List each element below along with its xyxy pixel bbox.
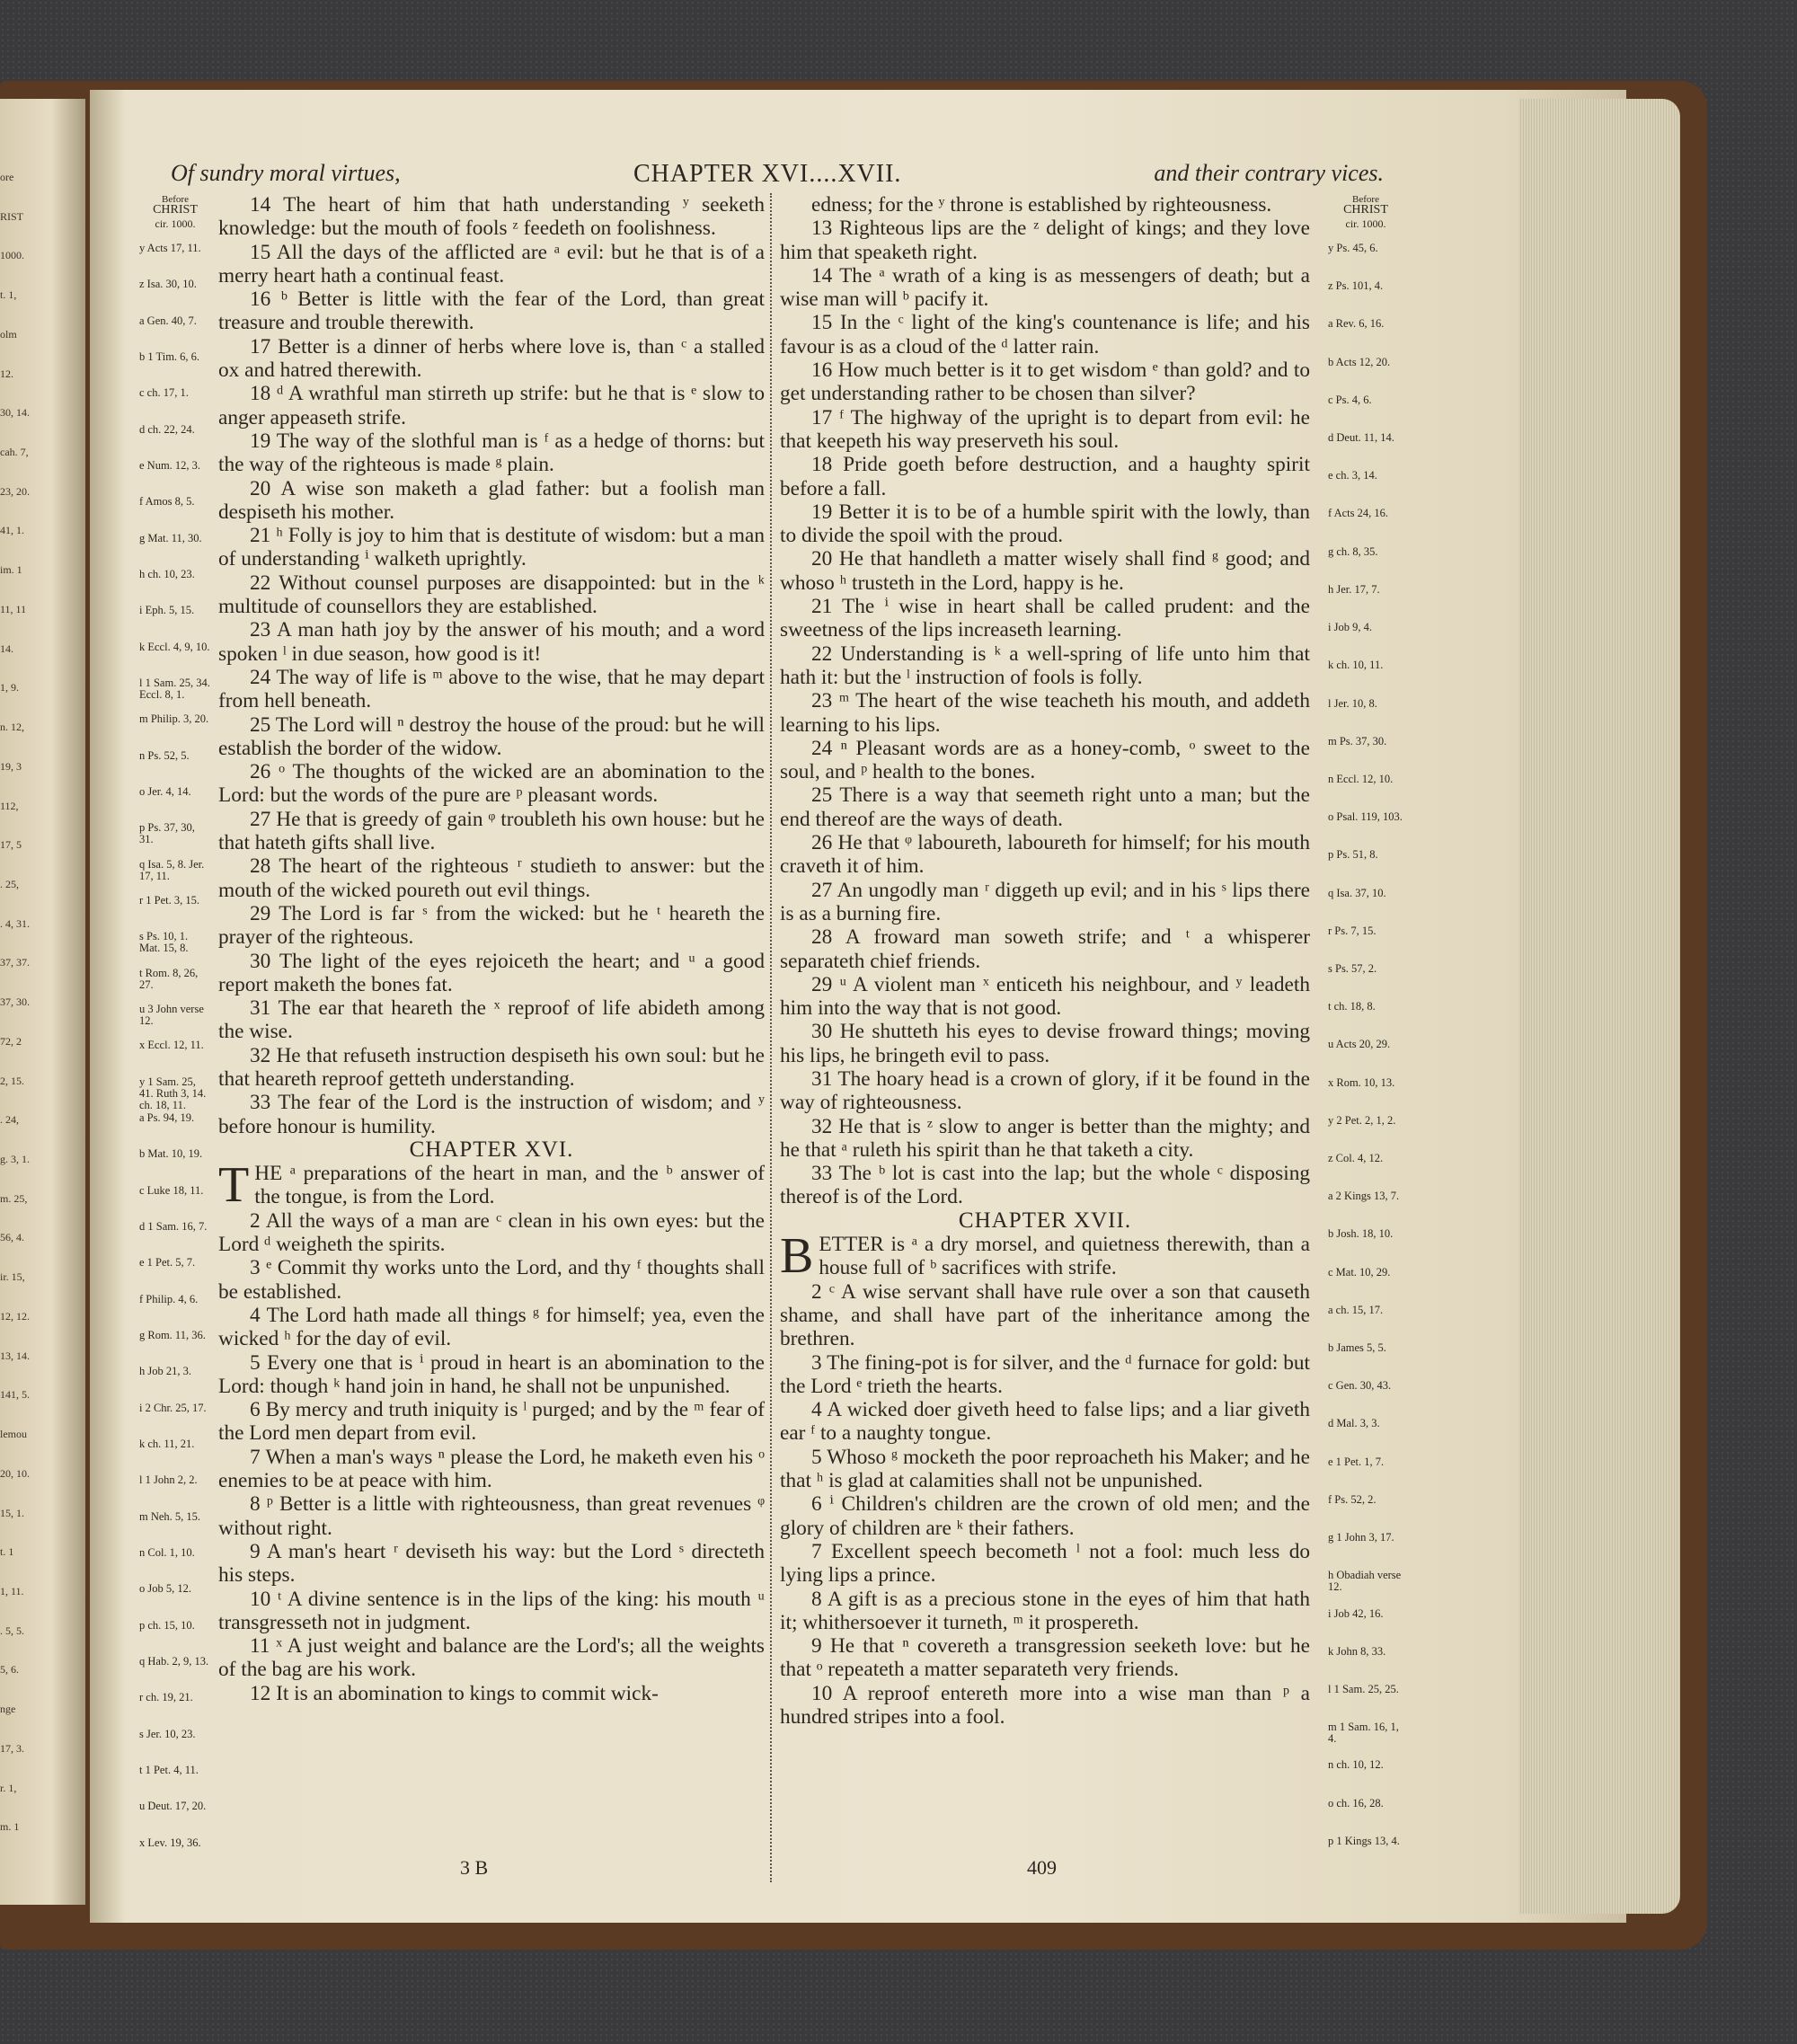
verse: 20 He that handleth a matter wisely shall find ᵍ good; and whoso ʰ trusteth in the Lord, happy is he. [780, 547, 1310, 595]
left-page-fragment: 17, 3. [0, 1742, 24, 1755]
margin-reference: a Rev. 6, 16. [1328, 317, 1385, 330]
margin-reference: t 1 Pet. 4, 11. [139, 1764, 199, 1776]
left-page-edge [0, 99, 85, 1905]
margin-reference: l 1 Sam. 25, 34. Eccl. 8, 1. [139, 677, 210, 701]
verse: 5 Every one that is ⁱ proud in heart is an abomination to the Lord: though ᵏ hand join in hand, he shall not be unpunished. [218, 1350, 765, 1398]
verse: 19 Better it is to be of a humble spirit with the lowly, than to divide the spoil with the proud. [780, 500, 1310, 548]
margin-reference: c Ps. 4, 6. [1328, 394, 1372, 406]
left-page-fragment: 17, 5 [0, 838, 22, 851]
left-page-fragment: 37, 37. [0, 956, 30, 969]
margin-date: cir. 1000. [1345, 217, 1386, 230]
left-page-fragment: 30, 14. [0, 406, 30, 419]
margin-reference: x Rom. 10, 13. [1328, 1076, 1395, 1089]
left-page-fragment: 5, 6. [0, 1663, 19, 1676]
left-page-fragment: 11, 11 [0, 603, 27, 615]
column-divider [770, 193, 772, 1882]
left-page-fragment: 12, 12. [0, 1310, 30, 1323]
verse: 30 The light of the eyes rejoiceth the heart; and ᵘ a good report maketh the bones fat. [218, 949, 765, 996]
margin-reference: k ch. 10, 11. [1328, 659, 1384, 671]
chapter-heading: CHAPTER XVI. [409, 1137, 574, 1162]
margin-reference: l 1 Sam. 25, 25. [1328, 1683, 1399, 1695]
margin-reference: e 1 Pet. 5, 7. [139, 1256, 196, 1269]
margin-reference: z Col. 4, 12. [1328, 1152, 1384, 1164]
left-page-fragment: 56, 4. [0, 1231, 24, 1243]
margin-reference: o Psal. 119, 103. [1328, 810, 1403, 823]
left-page-fragment: 37, 30. [0, 995, 30, 1008]
margin-reference: a ch. 15, 17. [1328, 1304, 1384, 1316]
left-page-fragment: 112, [0, 800, 19, 812]
verse: 28 The heart of the righteous ʳ studieth to answer: but the mouth of the wicked poureth out evil things. [218, 854, 765, 902]
margin-reference: o Job 5, 12. [139, 1582, 191, 1595]
left-page-fragment: . 4, 31. [0, 917, 30, 930]
margin-reference: d Deut. 11, 14. [1328, 431, 1394, 444]
left-page-fragment: 13, 14. [0, 1349, 30, 1362]
margin-reference: y 2 Pet. 2, 1, 2. [1328, 1114, 1396, 1127]
verse: 3 The fining-pot is for silver, and the ᵈ furnace for gold: but the Lord ᵉ trieth the hearts. [780, 1350, 1310, 1398]
left-page-fragment: t. 1 [0, 1545, 14, 1558]
margin-reference: m Philip. 3, 20. [139, 712, 209, 725]
margin-reference: p Ps. 51, 8. [1328, 848, 1378, 861]
margin-reference: b 1 Tim. 6, 6. [139, 350, 200, 363]
left-margin-notes [139, 193, 211, 1891]
page-number: 409 [1027, 1856, 1057, 1879]
verse: 23 A man hath joy by the answer of his mouth; and a word spoken ˡ in due season, how good is it! [218, 618, 765, 666]
verse: 30 He shutteth his eyes to devise froward things; moving his lips, he bringeth evil to pass. [780, 1020, 1310, 1067]
margin-reference: i 2 Chr. 25, 17. [139, 1402, 207, 1414]
verse: 27 An ungodly man ʳ diggeth up evil; and in his ˢ lips there is as a burning fire. [780, 878, 1310, 925]
margin-reference: r ch. 19, 21. [139, 1691, 193, 1703]
margin-reference: r Ps. 7, 15. [1328, 925, 1377, 937]
left-page-fragment: cah. 7, [0, 446, 29, 458]
left-page-fragment: 1, 9. [0, 681, 19, 694]
margin-reference: f Ps. 52, 2. [1328, 1493, 1377, 1506]
left-page-fragment: 14. [0, 642, 13, 655]
margin-reference: i Job 9, 4. [1328, 621, 1372, 633]
margin-reference: k ch. 11, 21. [139, 1438, 195, 1450]
verse: 3 ᵉ Commit thy works unto the Lord, and thy ᶠ thoughts shall be established. [218, 1256, 765, 1304]
margin-reference: d ch. 22, 24. [139, 423, 195, 436]
verse: 29 ᵘ A violent man ˣ enticeth his neighbour, and ʸ leadeth him into the way that is not good. [780, 972, 1310, 1021]
verse: 15 In the ᶜ light of the king's countenance is life; and his favour is as a cloud of the ᵈ latter rain. [780, 311, 1310, 358]
verse: 10 ᵗ A divine sentence is in the lips of the king: his mouth ᵘ transgresseth not in judgment. [218, 1587, 765, 1634]
margin-reference: u 3 John verse 12. [139, 1003, 204, 1027]
verse: 16 How much better is it to get wisdom ᵉ than gold? and to get understanding rather to be chosen than silver? [780, 358, 1310, 406]
margin-reference: b Mat. 10, 19. [139, 1147, 203, 1160]
left-page-fragment: 20, 10. [0, 1467, 30, 1480]
margin-reference: o ch. 16, 28. [1328, 1797, 1384, 1810]
right-margin-notes [1328, 193, 1403, 1891]
margin-reference: n Ps. 52, 5. [139, 749, 190, 762]
verse: 15 All the days of the afflicted are ᵃ evil: but he that is of a merry heart hath a continual feast. [218, 240, 765, 288]
verse: 31 The hoary head is a crown of glory, if it be found in the way of righteousness. [780, 1066, 1310, 1115]
verse: 29 The Lord is far ˢ from the wicked: but he ᵗ heareth the prayer of the righteous. [218, 901, 765, 950]
left-page-fragment: lemou [0, 1428, 27, 1440]
margin-reference: l Jer. 10, 8. [1328, 697, 1377, 710]
margin-christ: CHRIST [153, 203, 198, 217]
right-text-column [780, 193, 1310, 1891]
margin-date: cir. 1000. [155, 217, 196, 230]
margin-reference: y 1 Sam. 25, 41. Ruth 3, 14. ch. 18, 11. [139, 1075, 207, 1111]
verse: 32 He that refuseth instruction despiseth his own soul: but he that heareth reproof getteth understanding. [218, 1043, 765, 1091]
margin-reference: f Acts 24, 16. [1328, 507, 1389, 519]
verse: 6 ⁱ Children's children are the crown of old men; and the glory of children are ᵏ their fathers. [780, 1492, 1310, 1540]
margin-reference: f Philip. 4, 6. [139, 1293, 199, 1305]
margin-reference: d Mal. 3, 3. [1328, 1417, 1380, 1429]
margin-reference: x Lev. 19, 36. [139, 1836, 201, 1849]
header-right: and their contrary vices. [1154, 160, 1384, 186]
margin-reference: o Jer. 4, 14. [139, 785, 191, 798]
verse: 14 The ᵃ wrath of a king is as messengers of death; but a wise man will ᵇ pacify it. [780, 263, 1310, 312]
margin-reference: c ch. 17, 1. [139, 386, 189, 399]
margin-reference: k Eccl. 4, 9, 10. [139, 641, 210, 653]
margin-reference: q Hab. 2, 9, 13. [139, 1655, 209, 1668]
verse: 27 He that is greedy of gain ᵠ troubleth his own house: but he that hateth gifts shall live. [218, 807, 765, 855]
margin-reference: x Eccl. 12, 11. [139, 1039, 204, 1051]
running-header [171, 160, 1384, 196]
left-page-fragment: . 24, [0, 1113, 19, 1126]
margin-reference: n ch. 10, 12. [1328, 1758, 1384, 1771]
margin-reference: f Amos 8, 5. [139, 495, 195, 508]
verse: 18 Pride goeth before destruction, and a haughty spirit before a fall. [780, 453, 1310, 500]
margin-christ: CHRIST [1343, 203, 1388, 217]
margin-reference: g ch. 8, 35. [1328, 545, 1378, 558]
verse: 24 ⁿ Pleasant words are as a honey-comb, ᵒ sweet to the soul, and ᵖ health to the bones. [780, 736, 1310, 784]
margin-reference: b Josh. 18, 10. [1328, 1227, 1394, 1240]
margin-reference: g Rom. 11, 36. [139, 1329, 206, 1341]
left-page-fragment: 15, 1. [0, 1507, 24, 1519]
chapter-heading: CHAPTER XVII. [958, 1208, 1132, 1233]
left-page-fragment: olm [0, 328, 17, 341]
margin-reference: m Neh. 5, 15. [139, 1510, 201, 1523]
margin-reference: h Obadiah verse 12. [1328, 1569, 1402, 1593]
margin-reference: g 1 John 3, 17. [1328, 1531, 1394, 1544]
left-page-fragment: 1, 11. [0, 1585, 24, 1597]
left-page-fragment: ir. 15, [0, 1270, 25, 1283]
left-page-fragment: im. 1 [0, 563, 22, 576]
verse: 17 ᶠ The highway of the upright is to depart from evil: he that keepeth his way preserveth his soul. [780, 405, 1310, 453]
margin-reference: h Jer. 17, 7. [1328, 583, 1380, 596]
verse: 28 A froward man soweth strife; and ᵗ a whisperer separateth chief friends. [780, 925, 1310, 973]
verse: 26 ᵒ The thoughts of the wicked are an abomination to the Lord: but the words of the pure are ᵖ pleasant words. [218, 760, 765, 808]
verse: 21 The ⁱ wise in heart shall be called prudent: and the sweetness of the lips increaseth learning. [780, 595, 1310, 642]
margin-reference: d 1 Sam. 16, 7. [139, 1220, 208, 1233]
margin-reference: p ch. 15, 10. [139, 1619, 195, 1632]
margin-before: Before [162, 194, 189, 205]
left-page-fragment: m. 25, [0, 1192, 28, 1205]
verse: 22 Understanding is ᵏ a well-spring of life unto him that hath it: but the ˡ instruction of fools is folly. [780, 642, 1310, 689]
verse: THE ᵃ preparations of the heart in man, and the ᵇ answer of the tongue, is from the Lord. [218, 1157, 765, 1214]
verse: 4 The Lord hath made all things ᵍ for himself; yea, even the wicked ʰ for the day of evil. [218, 1303, 765, 1351]
margin-reference: a Ps. 94, 19. [139, 1111, 195, 1124]
margin-reference: i Job 42, 16. [1328, 1607, 1384, 1620]
left-page-fragment: 23, 20. [0, 485, 30, 498]
left-page-fragment: ore [0, 171, 14, 183]
margin-reference: p 1 Kings 13, 4. [1328, 1835, 1400, 1847]
margin-reference: q Isa. 37, 10. [1328, 887, 1386, 899]
left-page-fragment: . 5, 5. [0, 1624, 24, 1637]
left-page-fragment: 2, 15. [0, 1075, 24, 1087]
left-page-fragment: . 25, [0, 878, 19, 890]
margin-reference: t Rom. 8, 26, 27. [139, 967, 199, 991]
verse: 20 A wise son maketh a glad father: but a foolish man despiseth his mother. [218, 476, 765, 524]
left-page-fragment: 19, 3 [0, 760, 22, 773]
verse: edness; for the ʸ throne is established by righteousness. [811, 193, 1272, 217]
verse: 2 ᶜ A wise servant shall have rule over a son that causeth shame, and shall have part of the inheritance among the brethren. [780, 1279, 1310, 1351]
margin-reference: m Ps. 37, 30. [1328, 735, 1387, 748]
verse: 5 Whoso ᵍ mocketh the poor reproacheth his Maker; and he that ʰ is glad at calamities shall not be unpunished. [780, 1445, 1310, 1493]
margin-reference: b James 5, 5. [1328, 1341, 1386, 1354]
margin-reference: k John 8, 33. [1328, 1645, 1386, 1658]
verse: 25 There is a way that seemeth right unto a man; but the end thereof are the ways of death. [780, 783, 1310, 831]
margin-reference: z Isa. 30, 10. [139, 278, 197, 290]
margin-reference: n Col. 1, 10. [139, 1546, 195, 1559]
verse: 19 The way of the slothful man is ᶠ as a hedge of thorns: but the way of the righteous is made ᵍ plain. [218, 429, 765, 477]
margin-reference: c Mat. 10, 29. [1328, 1266, 1391, 1279]
margin-reference: c Luke 18, 11. [139, 1184, 204, 1197]
header-chapter: CHAPTER XVI....XVII. [633, 160, 902, 188]
margin-reference: p Ps. 37, 30, 31. [139, 821, 195, 845]
verse: 9 A man's heart ʳ deviseth his way: but the Lord ˢ directeth his steps. [218, 1539, 765, 1588]
left-page-fragment: 12. [0, 367, 13, 380]
verse: 6 By mercy and truth iniquity is ˡ purged; and by the ᵐ fear of the Lord men depart from evil. [218, 1398, 765, 1446]
verse: 22 Without counsel purposes are disappointed: but in the ᵏ multitude of counsellors they are established. [218, 571, 765, 619]
margin-reference: e Num. 12, 3. [139, 459, 201, 472]
verse: 17 Better is a dinner of herbs where love is, than ᶜ a stalled ox and hatred therewith. [218, 334, 765, 383]
margin-before: Before [1352, 194, 1379, 205]
verse: 25 The Lord will ⁿ destroy the house of the proud: but he will establish the border of the widow. [218, 712, 765, 760]
header-left: Of sundry moral virtues, [171, 160, 401, 186]
verse: 11 ˣ A just weight and balance are the Lord's; all the weights of the bag are his work. [218, 1634, 765, 1682]
signature-mark: 3 B [460, 1856, 489, 1879]
margin-reference: q Isa. 5, 8. Jer. 17, 11. [139, 858, 205, 882]
margin-reference: h Job 21, 3. [139, 1365, 191, 1377]
verse: 10 A reproof entereth more into a wise man than ᵖ a hundred stripes into a fool. [780, 1681, 1310, 1729]
margin-reference: a Gen. 40, 7. [139, 314, 197, 327]
verse: 21 ʰ Folly is joy to him that is destitute of wisdom: but a man of understanding ⁱ walketh uprightly. [218, 524, 765, 571]
verse: 7 Excellent speech becometh ˡ not a fool: much less do lying lips a prince. [780, 1539, 1310, 1588]
verse: 32 He that is ᶻ slow to anger is better than the mighty; and he that ᵃ ruleth his spirit than he that taketh a city. [780, 1114, 1310, 1162]
verse: 8 A gift is as a precious stone in the eyes of him that hath it; whithersoever it turneth, ᵐ it prospereth. [780, 1587, 1310, 1634]
margin-reference: i Eph. 5, 15. [139, 604, 195, 616]
verse: 7 When a man's ways ⁿ please the Lord, he maketh even his ᵒ enemies to be at peace with him. [218, 1445, 765, 1493]
verse: 23 ᵐ The heart of the wise teacheth his mouth, and addeth learning to his lips. [780, 689, 1310, 737]
margin-reference: l 1 John 2, 2. [139, 1473, 198, 1486]
left-page-fragment: 41, 1. [0, 524, 24, 536]
verse: 13 Righteous lips are the ᶻ delight of kings; and they love him that speaketh right. [780, 217, 1310, 264]
left-page-fragment: 1000. [0, 249, 24, 261]
margin-reference: s Jer. 10, 23. [139, 1728, 196, 1740]
left-page-fragment: t. 1, [0, 288, 17, 301]
margin-reference: y Ps. 45, 6. [1328, 242, 1378, 254]
left-page-fragment: 72, 2 [0, 1035, 22, 1048]
left-text-column [218, 193, 765, 1891]
margin-reference: m 1 Sam. 16, 1, 4. [1328, 1721, 1399, 1745]
margin-reference: e ch. 3, 14. [1328, 469, 1377, 482]
verse: 33 The fear of the Lord is the instruction of wisdom; and ʸ before honour is humility. [218, 1091, 765, 1138]
verse: 18 ᵈ A wrathful man stirreth up strife: but he that is ᵉ slow to anger appeaseth strife. [218, 382, 765, 429]
verse: 24 The way of life is ᵐ above to the wise, that he may depart from hell beneath. [218, 665, 765, 713]
verse: 26 He that ᵠ laboureth, laboureth for himself; for his mouth craveth it of him. [780, 831, 1310, 879]
verse: BETTER is ᵃ a dry morsel, and quietness therewith, than a house full of ᵇ sacrifices with strife. [780, 1228, 1310, 1285]
margin-reference: a 2 Kings 13, 7. [1328, 1190, 1400, 1202]
left-page-fragment: nge [0, 1703, 16, 1715]
margin-reference: n Eccl. 12, 10. [1328, 773, 1394, 785]
margin-reference: h ch. 10, 23. [139, 568, 195, 580]
margin-reference: r 1 Pet. 3, 15. [139, 894, 200, 907]
margin-reference: y Acts 17, 11. [139, 242, 201, 254]
verse: 31 The ear that heareth the ˣ reproof of life abideth among the wise. [218, 996, 765, 1044]
margin-reference: g Mat. 11, 30. [139, 532, 202, 544]
left-page-fragment: 141, 5. [0, 1388, 30, 1401]
margin-reference: u Deut. 17, 20. [139, 1800, 207, 1812]
verse: 12 It is an abomination to kings to commit wick- [250, 1681, 659, 1705]
verse: 4 A wicked doer giveth heed to false lips; and a liar giveth ear ᶠ to a naughty tongue. [780, 1398, 1310, 1446]
verse: 14 The heart of him that hath understanding ʸ seeketh knowledge: but the mouth of fools ᶻ feedeth on foolishness. [218, 193, 765, 241]
margin-reference: s Ps. 57, 2. [1328, 962, 1377, 975]
verse: 8 ᵖ Better is a little with righteousness, than great revenues ᵠ without right. [218, 1492, 765, 1540]
left-page-fragment: m. 1 [0, 1820, 20, 1833]
margin-reference: e 1 Pet. 1, 7. [1328, 1456, 1385, 1468]
verse: 16 ᵇ Better is little with the fear of the Lord, than great treasure and trouble therewith. [218, 288, 765, 335]
margin-reference: s Ps. 10, 1. Mat. 15, 8. [139, 930, 189, 954]
margin-reference: c Gen. 30, 43. [1328, 1379, 1392, 1392]
page-block-edge [1518, 99, 1680, 1914]
margin-reference: u Acts 20, 29. [1328, 1038, 1391, 1050]
left-page-fragment: RIST [0, 210, 24, 223]
verse: 9 He that ⁿ covereth a transgression seeketh love: but he that ᵒ repeateth a matter separateth very friends. [780, 1634, 1310, 1682]
margin-reference: t ch. 18, 8. [1328, 1000, 1376, 1013]
left-page-fragment: n. 12, [0, 721, 24, 733]
margin-reference: b Acts 12, 20. [1328, 356, 1391, 368]
verse: 33 The ᵇ lot is cast into the lap; but the whole ᶜ disposing thereof is of the Lord. [780, 1162, 1310, 1209]
margin-reference: z Ps. 101, 4. [1328, 279, 1384, 292]
left-page-fragment: g. 3, 1. [0, 1153, 30, 1165]
left-page-fragment: r. 1, [0, 1782, 17, 1794]
verse: 2 All the ways of a man are ᶜ clean in his own eyes: but the Lord ᵈ weigheth the spirits. [218, 1208, 765, 1257]
